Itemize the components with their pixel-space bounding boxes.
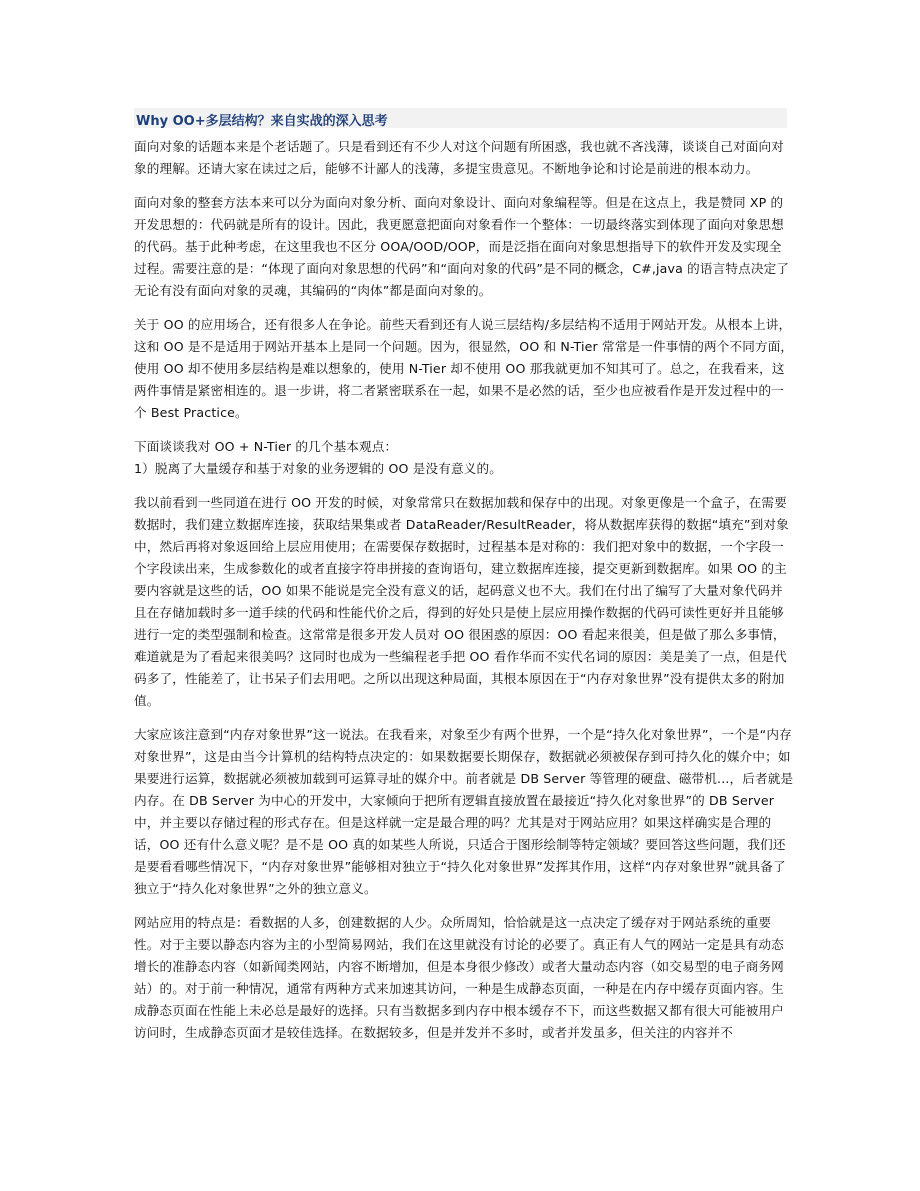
paragraph-oo-methodology: 面向对象的整套方法本来可以分为面向对象分析、面向对象设计、面向对象编程等。但是在这点上，我是赞同 XP 的开发思想的：代码就是所有的设计。因此，我更愿意把面向对象看作一个整体：一切最终落实到体现了面向对象思想的代码。基于此种考虑，在这里我也不区分 OOA/OOD/OOP，而是泛指在面向对象思想指导下的软件开发及实现全过程。需要注意的是：“体现了面向对象思想的代码”和“面向对象的代码”是不同的概念，C#,java 的语言特点决定了无论有没有面向对象的灵魂，其编码的“肉体”都是面向对象的。 [134,195,790,298]
article-title: Why OO+多层结构？来自实战的深入思考 [136,114,388,129]
paragraph-website-features: 网站应用的特点是：看数据的人多，创建数据的人少。众所周知，恰恰就是这一点决定了缓存对于网站系统的重要性。对于主要以静态内容为主的小型简易网站，我们在这里就没有讨论的必要了。真正有人气的网站一定是具有动态增长的准静态内容（如新闻类网站，内容不断增加，但是本身很少修改）或者大量动态内容（如交易型的电子商务网站）的。对于前一种情况，通常有两种方式来加速其访问，一种是生成静态页面，一种是在内存中缓存页面内容。生成静态页面在性能上未必总是最好的选择。只有当数据多到内存中根本缓存不下，而这些数据又都有很大可能被用户访问时，生成静态页面才是较佳选择。在数据较多，但是并发并不多时，或者并发虽多，但关注的内容并不 [134,915,784,1040]
paragraph-point-1: 1）脱离了大量缓存和基于对象的业务逻辑的 OO 是没有意义的。 [134,461,502,476]
paragraph-oo-ntier: 关于 OO 的应用场合，还有很多人在争论。前些天看到还有人说三层结构/多层结构不适用于网站开发。从根本上讲，这和 OO 是不是适用于网站开基本上是同一个问题。因为，很显然，OO 和 N-Tier 常常是一件事情的两个不同方面，使用 OO 却不使用多层结构是难以想象的，使用 N-Tier 却不使用 OO 那我就更加不知其可了。总之，在我看来，这两件事情是紧密相连的。退一步讲，将二者紧密联系在一起，如果不是必然的话，至少也应被看作是开发过程中的一个 Best Practice。 [134,317,794,420]
paragraph-intro: 面向对象的话题本来是个老话题了。只是看到还有不少人对这个问题有所困惑，我也就不吝浅薄，谈谈自己对面向对象的理解。还请大家在读过之后，能够不计鄙人的浅薄，多提宝贵意见。不断地争论和讨论是前进的根本动力。 [134,139,784,176]
paragraph-views-intro: 下面谈谈我对 OO + N-Tier 的几个基本观点： [134,439,398,454]
paragraph-memory-world: 大家应该注意到“内存对象世界”这一说法。在我看来，对象至少有两个世界，一个是“持久化对象世界”，一个是“内存对象世界”，这是由当今计算机的结构特点决定的：如果数据要长期保存，数据就必须被保存到可持久化的媒介中；如果要进行运算，数据就必须被加载到可运算寻址的媒介中。前者就是 DB Server 等管理的硬盘、磁带机...，后者就是内存。在 DB Server 为中心的开发中，大家倾向于把所有逻辑直接放置在最接近“持久化对象世界”的 DB Server 中，并主要以存储过程的形式存在。但是这样就一定是最合理的吗？尤其是对于网站应用？如果这样确实是合理的话，OO 还有什么意义呢？是不是 OO 真的如某些人所说，只适合于图形绘制等特定领域？要回答这些问题，我们还是要看看哪些情况下，“内存对象世界”能够相对独立于“持久化对象世界”发挥其作用，这样“内存对象世界”就具备了独立于“持久化对象世界”之外的独立意义。 [134,727,794,896]
paragraph-data-box: 我以前看到一些同道在进行 OO 开发的时候，对象常常只在数据加载和保存中的出现。对象更像是一个盒子，在需要数据时，我们建立数据库连接，获取结果集或者 DataReader/ResultReader，将从数据库获得的数据“填充”到对象中，然后再将对象返回给上层应用使用；在需要保存数据时，过程基本是对称的：我们把对象中的数据，一个字段一个字段读出来，生成参数化的或者直接字符串拼接的查询语句，建立数据库连接，提交更新到数据库。如果 OO 的主要内容就是这些的话，OO 如果不能说是完全没有意义的话，起码意义也不大。我们在付出了编写了大量对象代码并且在存储加载时多一道手续的代码和性能代价之后，得到的好处只是使上层应用操作数据的代码可读性更好并且能够进行一定的类型强制和检查。这常常是很多开发人员对 OO 很困惑的原因：OO 看起来很美，但是做了那么多事情，难道就是为了看起来很美吗？这同时也成为一些编程老手把 OO 看作华而不实代名词的原因：美是美了一点，但是代码多了，性能差了，让书呆子们去用吧。之所以出现这种局面，其根本原因在于“内存对象世界”没有提供太多的附加值。 [134,495,789,708]
article-body [134,136,794,1056]
